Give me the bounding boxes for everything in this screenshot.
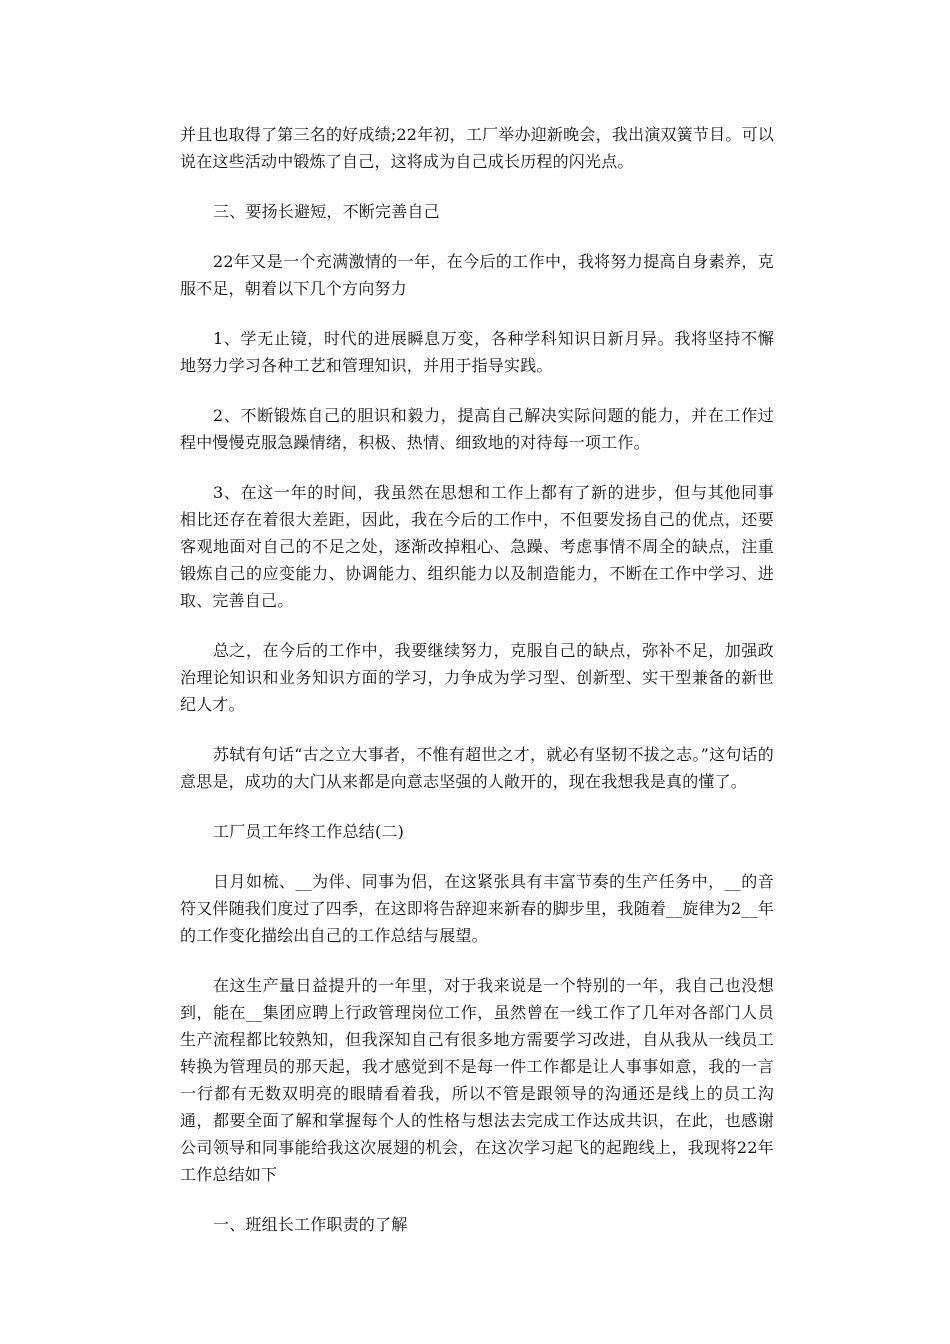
list-item-2: 2、不断锻炼自己的胆识和毅力，提高自己解决实际问题的能力，并在工作过程中慢慢克服急躁情绪，积极、热情、细致地的对待每一项工作。 [180, 406, 774, 452]
paragraph: 在这生产量日益提升的一年里，对于我来说是一个特别的一年，我自己也没想到，能在__集团应聘上行政管理岗位工作，虽然曾在一线工作了几年对各部门人员生产流程都比较熟知，但我深知自己有很多地方需要学习改进，自从我从一线员工转换为管理员的那天起，我才感觉到不是每一件工作都是让人事事如意，我的一言一行都有无数双明亮的眼睛看着我，所以不管是跟领导的沟通还是线上的员工沟通，都要全面了解和掌握每个人的性格与想法去完成工作达成共识，在此，也感谢公司领导和同事能给我这次展翅的机会，在这次学习起飞的起跑线上，我现将22年工作总结如下 [180, 976, 774, 1184]
section-heading-3: 三、要扬长避短，不断完善自己 [213, 202, 440, 221]
paragraph-continuation: 并且也取得了第三名的好成绩;22年初，工厂举办迎新晚会，我出演双簧节目。可以说在这些活动中锻炼了自己，这将成为自己成长历程的闪光点。 [180, 125, 774, 171]
paragraph-quote: 苏轼有句话“古之立大事者，不惟有超世之才，就必有坚韧不拔之志。”这句话的意思是，成功的大门从来都是向意志坚强的人敞开的，现在我想我是真的懂了。 [180, 745, 774, 791]
document-body [180, 121, 774, 1261]
list-item-3: 3、在这一年的时间，我虽然在思想和工作上都有了新的进步，但与其他同事相比还存在着很大差距，因此，我在今后的工作中，不但要发扬自己的优点，还要客观地面对自己的不足之处，逐渐改掉粗心、急躁、考虑事情不周全的缺点，注重锻炼自己的应变能力、协调能力、组织能力以及制造能力，不断在工作中学习、进取、完善自己。 [180, 483, 774, 610]
list-item-1: 1、学无止镜，时代的进展瞬息万变，各种学科知识日新月异。我将坚持不懈地努力学习各种工艺和管理知识，并用于指导实践。 [180, 329, 774, 375]
paragraph: 日月如梳、__为伴、同事为侣，在这紧张具有丰富节奏的生产任务中，__的音符又伴随我们度过了四季，在这即将告辞迎来新春的脚步里，我随着__旋律为2__年的工作变化描绘出自己的工作总结与展望。 [180, 872, 774, 945]
paragraph: 22年又是一个充满激情的一年，在今后的工作中，我将努力提高自身素养，克服不足，朝着以下几个方向努力 [180, 252, 774, 298]
document-subtitle: 工厂员工年终工作总结(二) [213, 822, 405, 841]
paragraph-conclusion: 总之，在今后的工作中，我要继续努力，克服自己的缺点，弥补不足，加强政治理论知识和业务知识方面的学习，力争成为学习型、创新型、实干型兼备的新世纪人才。 [180, 641, 774, 714]
section-heading-1: 一、班组长工作职责的了解 [213, 1215, 408, 1234]
